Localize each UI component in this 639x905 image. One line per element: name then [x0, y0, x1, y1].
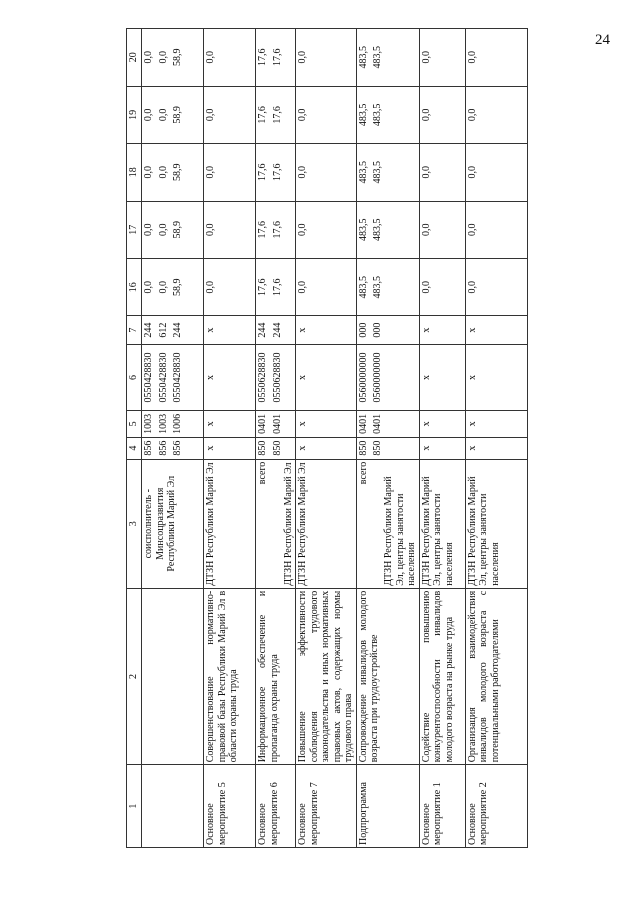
code-c5: x	[205, 421, 216, 427]
value: 0,0	[205, 223, 216, 237]
value-cell	[296, 86, 357, 143]
value-cell	[296, 29, 357, 87]
responsible-total-label: всего	[357, 461, 369, 485]
value-cell	[465, 29, 527, 87]
value: 17,6	[257, 221, 268, 239]
value: 0,0	[205, 51, 216, 64]
code-c4: 850	[357, 440, 369, 456]
value-cell	[419, 86, 465, 143]
value-cell	[356, 86, 419, 143]
value: 0,0	[466, 223, 478, 237]
code-c5: 0401	[357, 413, 369, 434]
value: 0,0	[143, 108, 154, 122]
value: 17,6	[271, 48, 283, 67]
col-header: 7	[127, 316, 142, 344]
value: 0,0	[420, 51, 432, 64]
code-cell-c6	[204, 344, 256, 411]
value-cell	[256, 201, 296, 258]
code-cell-c6	[256, 344, 296, 411]
table-row	[465, 29, 527, 848]
responsible-executor: ДТЗН Республики Марий Эл, центры занятости населения	[383, 476, 417, 586]
value: 17,6	[271, 221, 283, 239]
value: 0,0	[205, 108, 216, 122]
table-row	[296, 29, 357, 848]
page-number: 24	[595, 32, 610, 48]
value-cell	[419, 259, 465, 316]
row-code-cell	[204, 765, 256, 848]
row-code-cell	[356, 765, 419, 848]
value: 0,0	[466, 51, 478, 64]
value: 0,0	[143, 223, 154, 237]
value: 17,6	[257, 163, 268, 182]
value: 0,0	[420, 223, 432, 237]
value: 0,0	[157, 223, 169, 237]
value-cell	[204, 201, 256, 258]
value-cell	[142, 259, 204, 316]
code-cell-c7	[256, 316, 296, 344]
row-code: Основное мероприятие 5	[205, 782, 228, 845]
code-c6: 0550628830	[271, 352, 283, 403]
code-c6: 0550428830	[172, 352, 183, 403]
code-cell-c7	[296, 316, 357, 344]
value: 17,6	[271, 163, 283, 182]
code-c7: x	[420, 327, 432, 333]
value: 0,0	[143, 166, 154, 179]
code-cell-c5	[142, 411, 204, 437]
row-code-cell	[419, 765, 465, 848]
col-header: 2	[127, 588, 142, 765]
row-title-cell	[142, 588, 204, 765]
responsible-total-label: всего	[257, 461, 268, 485]
value: 0,0	[157, 108, 169, 122]
value-cell	[356, 259, 419, 316]
code-c7: 244	[172, 322, 183, 338]
value: 483,5	[357, 276, 369, 299]
code-c7: 244	[143, 322, 154, 338]
value-cell	[465, 144, 527, 201]
row-code-cell	[256, 765, 296, 848]
code-c4: 850	[257, 440, 268, 456]
col-header: 4	[127, 437, 142, 459]
col-header: 1	[127, 765, 142, 848]
row-title: Организация взаимодействия инвалидов молодого возраста с потенциальными работодателями	[466, 590, 501, 763]
row-code: Основное мероприятие 2	[466, 782, 489, 845]
code-cell-c6	[142, 344, 204, 411]
col-header: 20	[127, 29, 142, 87]
value: 0,0	[157, 51, 169, 64]
value-cell	[142, 201, 204, 258]
code-c6: x	[297, 375, 308, 381]
col-header: 19	[127, 86, 142, 143]
table-row	[256, 29, 296, 848]
code-c5: 1003	[143, 413, 154, 434]
value: 0,0	[420, 166, 432, 179]
row-title-cell	[419, 588, 465, 765]
responsible-cell	[419, 459, 465, 588]
code-c7: x	[297, 327, 308, 333]
col-header: 16	[127, 259, 142, 316]
code-c6: 0550628830	[257, 352, 268, 403]
value-cell	[465, 259, 527, 316]
row-code: Основное мероприятие 1	[420, 782, 443, 845]
code-c6: x	[466, 375, 478, 381]
responsible-cell	[256, 459, 296, 588]
value-cell	[465, 201, 527, 258]
value: 17,6	[257, 106, 268, 124]
row-title-cell	[356, 588, 419, 765]
code-c5: x	[466, 421, 478, 427]
budget-table	[126, 28, 528, 848]
code-c5: 1006	[172, 413, 183, 434]
value: 0,0	[297, 51, 308, 64]
row-title: Информационное обеспечение и пропаганда охраны труда	[257, 590, 280, 763]
code-cell-c5	[465, 411, 527, 437]
value-cell	[419, 201, 465, 258]
value: 0,0	[297, 166, 308, 179]
responsible-cell	[204, 459, 256, 588]
code-c7: x	[466, 327, 478, 333]
code-c6: 0550428830	[157, 352, 169, 403]
value: 0,0	[143, 281, 154, 294]
row-code-cell	[142, 765, 204, 848]
value: 483,5	[372, 218, 383, 242]
value: 17,6	[257, 278, 268, 297]
value: 483,5	[372, 46, 383, 69]
value: 483,5	[357, 46, 369, 69]
value: 0,0	[466, 108, 478, 122]
responsible-executor: ДТЗН Республики Марий Эл, центры занятости населения	[420, 476, 455, 586]
responsible-executor: ДТЗН Республики Марий Эл	[282, 462, 294, 586]
responsible-cell	[465, 459, 527, 588]
value: 0,0	[157, 281, 169, 294]
code-c6: x	[420, 375, 432, 381]
code-cell-c6	[465, 344, 527, 411]
row-code-cell	[296, 765, 357, 848]
value: 17,6	[257, 48, 268, 67]
value: 0,0	[205, 166, 216, 179]
code-cell-c5	[204, 411, 256, 437]
code-c7: 244	[257, 322, 268, 338]
table-row	[419, 29, 465, 848]
value: 17,6	[271, 278, 283, 297]
responsible-executor: ДТЗН Республики Марий Эл	[297, 462, 308, 586]
header-row	[127, 29, 142, 848]
code-cell-c4	[256, 437, 296, 459]
value: 17,6	[271, 106, 283, 124]
code-c5: x	[297, 421, 308, 427]
code-c6: 0560000000	[372, 352, 383, 403]
value: 483,5	[357, 218, 369, 242]
code-cell-c4	[142, 437, 204, 459]
code-cell-c6	[356, 344, 419, 411]
value: 0,0	[205, 281, 216, 294]
code-cell-c6	[419, 344, 465, 411]
code-cell-c7	[142, 316, 204, 344]
code-c5: 0401	[372, 413, 383, 434]
code-cell-c4	[465, 437, 527, 459]
row-title-cell	[296, 588, 357, 765]
code-c6: x	[205, 375, 216, 381]
row-title-cell	[256, 588, 296, 765]
row-title-cell	[465, 588, 527, 765]
value-cell	[256, 86, 296, 143]
code-cell-c5	[419, 411, 465, 437]
row-title: Содействие повышению конкурентоспособности инвалидов молодого возраста на рынке труда	[420, 590, 455, 763]
code-c4: 856	[157, 440, 169, 456]
code-cell-c4	[296, 437, 357, 459]
code-cell-c4	[204, 437, 256, 459]
responsible-executor: соисполнитель - Минсоцразвития Республики Марий Эл	[143, 475, 177, 572]
value: 483,5	[357, 103, 369, 127]
code-c4: x	[466, 445, 478, 451]
code-cell-c4	[356, 437, 419, 459]
value-cell	[142, 144, 204, 201]
code-cell-c7	[356, 316, 419, 344]
responsible-cell	[142, 459, 204, 588]
code-c4: x	[297, 445, 308, 451]
code-c5: 0401	[257, 413, 268, 434]
col-header: 5	[127, 411, 142, 437]
code-cell-c5	[296, 411, 357, 437]
code-c4: x	[420, 445, 432, 451]
code-c7: 244	[271, 322, 283, 338]
value: 0,0	[143, 51, 154, 64]
value: 0,0	[157, 166, 169, 179]
code-c6: 0560000000	[357, 352, 369, 403]
value-cell	[204, 29, 256, 87]
code-cell-c7	[419, 316, 465, 344]
row-code-cell	[465, 765, 527, 848]
col-header: 17	[127, 201, 142, 258]
rotated-table-wrapper	[126, 28, 636, 848]
code-c5: 0401	[271, 413, 283, 434]
value: 483,5	[372, 161, 383, 184]
value-cell	[256, 144, 296, 201]
value-cell	[296, 144, 357, 201]
value: 483,5	[372, 103, 383, 127]
code-cell-c6	[296, 344, 357, 411]
value: 0,0	[297, 223, 308, 237]
value-cell	[256, 259, 296, 316]
code-c7: x	[205, 327, 216, 333]
code-cell-c7	[465, 316, 527, 344]
code-c6: 0550428830	[143, 352, 154, 403]
value-cell	[356, 144, 419, 201]
value: 58,9	[172, 106, 183, 124]
value-cell	[356, 201, 419, 258]
code-cell-c5	[256, 411, 296, 437]
col-header: 6	[127, 344, 142, 411]
value: 483,5	[372, 276, 383, 299]
code-c4: 850	[271, 440, 283, 456]
table-body	[142, 29, 528, 848]
value-cell	[256, 29, 296, 87]
value: 483,5	[357, 161, 369, 184]
code-c4: 856	[172, 440, 183, 456]
row-code: Основное мероприятие 6	[257, 782, 280, 845]
responsible-cell	[356, 459, 419, 588]
responsible-executor: ДТЗН Республики Марий Эл, центры занятости населения	[466, 476, 501, 586]
code-c4: 856	[143, 440, 154, 456]
table-row	[142, 29, 204, 848]
value-cell	[296, 259, 357, 316]
code-c7: 000	[372, 322, 383, 338]
value: 0,0	[297, 281, 308, 294]
value: 0,0	[466, 166, 478, 179]
code-cell-c7	[204, 316, 256, 344]
table-row	[204, 29, 256, 848]
value-cell	[356, 29, 419, 87]
code-c7: 612	[157, 322, 169, 338]
value: 58,9	[172, 48, 183, 67]
code-c5: x	[420, 421, 432, 427]
value-cell	[204, 144, 256, 201]
value: 58,9	[172, 163, 183, 182]
value: 0,0	[420, 281, 432, 294]
row-title-cell	[204, 588, 256, 765]
code-cell-c4	[419, 437, 465, 459]
row-code: Основное мероприятие 7	[297, 782, 320, 845]
col-header: 3	[127, 459, 142, 588]
responsible-cell	[296, 459, 357, 588]
row-title: Сопровождение инвалидов молодого возраста при трудоустройстве	[357, 590, 380, 763]
code-c7: 000	[357, 322, 369, 338]
value-cell	[465, 86, 527, 143]
value: 0,0	[466, 281, 478, 294]
value-cell	[204, 259, 256, 316]
value-cell	[296, 201, 357, 258]
table-row	[356, 29, 419, 848]
value: 58,9	[172, 278, 183, 297]
value-cell	[142, 86, 204, 143]
code-c4: 850	[372, 440, 383, 456]
row-title: Совершенствование нормативно-правовой базы Республики Марий Эл в области охраны труда	[205, 590, 239, 763]
value: 0,0	[297, 108, 308, 122]
responsible-executor: ДТЗН Республики Марий Эл	[205, 462, 216, 586]
value: 0,0	[420, 108, 432, 122]
col-header: 18	[127, 144, 142, 201]
value-cell	[142, 29, 204, 87]
value-cell	[419, 144, 465, 201]
value: 58,9	[172, 221, 183, 239]
row-code: Подпрограмма	[357, 782, 369, 845]
row-title: Повышение эффективности соблюдения трудового законодательства и иных нормативных правовых актов, содержащих нормы трудового права	[297, 590, 354, 763]
value-cell	[204, 86, 256, 143]
code-c5: 1003	[157, 413, 169, 434]
value-cell	[419, 29, 465, 87]
code-c4: x	[205, 445, 216, 451]
code-cell-c5	[356, 411, 419, 437]
